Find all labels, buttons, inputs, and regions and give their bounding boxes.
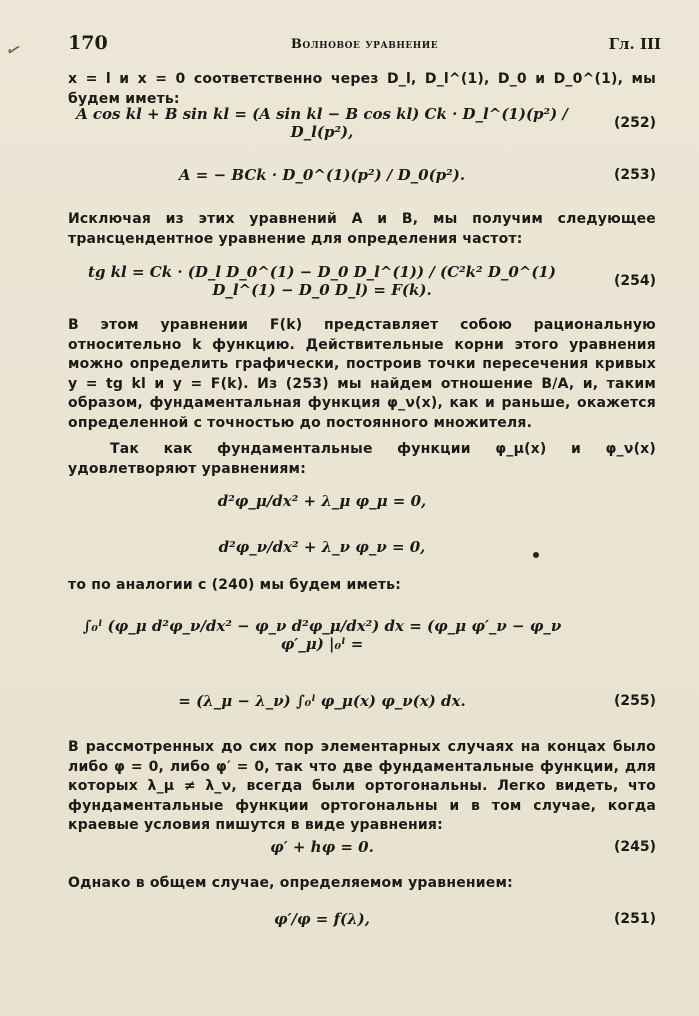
paragraph-orthogonal: В рассмотренных до сих пор элементарных случаях на концах было либо φ = 0, либо φ′ = 0, так что две фундаментальные функции, для которых λ_μ ≠ λ_ν, всегда были ортогональны. Легко видеть, что фундаментальные функции ортогональны и в том случае, когда краевые условия пишутся в виде уравнения: — [68, 739, 656, 833]
equation-252-body: A cos kl + B sin kl = (A sin kl − B cos kl) Ck · D_l^(1)(p²) / D_l(p²), — [76, 105, 568, 141]
equation-245-body: φ′ + hφ = 0. — [270, 838, 374, 856]
equation-nu — [68, 524, 656, 570]
equation-252-number: (252) — [613, 115, 656, 131]
equation-253-number: (253) — [613, 167, 656, 183]
paragraph-eliminate: Исключая из этих уравнений A и B, мы получим следующее трансцендентное уравнение для определения частот: — [68, 211, 656, 247]
equation-252 — [68, 100, 656, 146]
equation-nu-body: d²φ_ν/dx² + λ_ν φ_ν = 0, — [218, 538, 426, 556]
equation-245 — [68, 824, 656, 870]
equation-255-second-line — [68, 678, 656, 724]
equation-mu — [68, 478, 656, 524]
equation-mu-body: d²φ_μ/dx² + λ_μ φ_μ = 0, — [217, 492, 427, 510]
chapter-label: Гл. III — [608, 35, 661, 53]
pencil-mark-icon: ✓ — [2, 38, 25, 63]
page-number: 170 — [68, 32, 108, 54]
equation-255-result: = (λ_μ − λ_ν) ∫₀ˡ φ_μ(x) φ_ν(x) dx. — [178, 692, 466, 710]
equation-251-number: (251) — [613, 911, 656, 927]
equation-254-number: (254) — [613, 273, 656, 289]
paragraph-general-case: Однако в общем случае, определяемом уравнением: — [68, 875, 513, 891]
running-header — [68, 32, 661, 56]
equation-251-body: φ′/φ = f(λ), — [274, 910, 370, 928]
paragraph-rational-function: В этом уравнении F(k) представляет собою рациональную относительно k функцию. Действительные корни этого уравнения можно определить графически, построив точки пересечения кривых y = tg kl и y = F(k). Из (253) мы найдем отношение B/A, и, таким образом, фундаментальная функция φ_ν(x), как и раньше, окажется определенной с точностью до постоянного множителя. — [68, 317, 656, 431]
ink-dot — [533, 552, 539, 558]
equation-254 — [68, 258, 656, 304]
equation-251 — [68, 896, 656, 942]
equation-254-body: tg kl = Ck · (D_l D_0^(1) − D_0 D_l^(1)) / (C²k² D_0^(1) D_l^(1) − D_0 D_l) = F(k). — [88, 263, 556, 299]
paragraph-intro-line: x = l и x = 0 соответственно через D_l, D_l^(1), D_0 и D_0^(1), мы будем иметь: — [68, 71, 656, 107]
running-title: Волновое уравнение — [290, 37, 439, 52]
equation-245-number: (245) — [613, 839, 656, 855]
equation-253-body: A = − BCk · D_0^(1)(p²) / D_0(p²). — [178, 166, 466, 184]
paragraph-analogy: то по аналогии с (240) мы будем иметь: — [68, 577, 401, 593]
paragraph-fundamental-functions: Так как фундаментальные функции φ_μ(x) и φ_ν(x) удовлетворяют уравнениям: — [68, 441, 656, 477]
equation-255-first-line — [68, 612, 656, 658]
equation-255-number: (255) — [613, 693, 656, 709]
equation-255-integral: ∫₀ˡ (φ_μ d²φ_ν/dx² − φ_ν d²φ_μ/dx²) dx = (φ_μ φ′_ν − φ_ν φ′_μ) |₀ˡ = — [82, 617, 562, 653]
equation-253 — [68, 152, 656, 198]
